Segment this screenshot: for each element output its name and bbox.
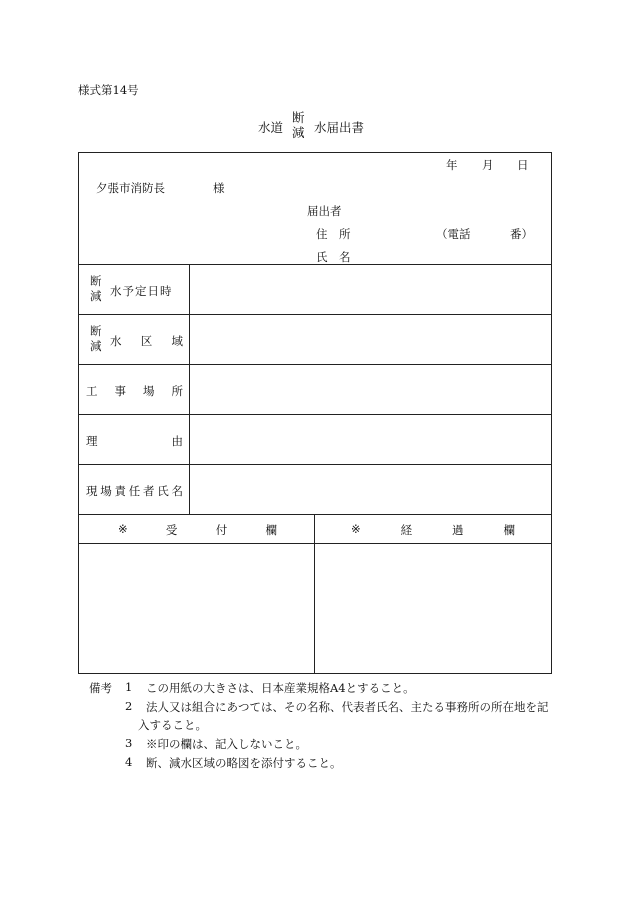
site-label: 工 事 場 所 [86,384,183,398]
note-1-num: 1 [125,680,133,694]
schedule-label-stack [90,274,102,304]
schedule-label: 水予定日時 [110,284,173,298]
name-label: 氏 名 [316,250,351,264]
addressee: 夕張市消防長 [96,181,165,195]
note-4-text: 断、減水区域の略図を添付すること。 [146,756,342,770]
note-2-num: 2 [125,699,133,713]
schedule-lower: 減 [90,289,102,303]
area-lower: 減 [90,339,102,353]
note-2-text: 法人又は組合にあつては、その名称、代表者氏名、主たる事務所の所在地を記 [146,700,549,714]
day-label: 日 [517,158,529,172]
honorific: 様 [213,181,225,195]
note-2-cont: 入すること。 [138,718,207,732]
phone-close: 番） [510,227,533,241]
form-number: 様式第14号 [78,83,139,97]
applicant-label: 届出者 [307,204,342,218]
title-prefix: 水道 [258,120,284,135]
title-lower: 減 [292,125,305,140]
schedule-upper: 断 [90,274,102,288]
note-3-text: ※印の欄は、記入しないこと。 [146,737,307,751]
address-label: 住 所 [316,227,351,241]
reception-field [80,545,313,672]
reception-column-header: ※ 受 付 欄 [118,522,277,537]
title-upper: 断 [292,110,305,125]
note-4-num: 4 [125,755,133,769]
area-upper: 断 [90,324,102,338]
reason-label: 理 由 [86,434,183,448]
area-label-stack [90,324,102,354]
year-label: 年 [446,158,458,172]
notes-label: 備考 [89,681,112,695]
title-stack [292,110,305,140]
progress-field [316,545,550,672]
progress-column-header: ※ 経 過 欄 [351,522,515,537]
area-label: 水 区 域 [110,334,183,348]
title-suffix: 水届出書 [314,120,365,135]
supervisor-label: 現 場 責 任 者 氏 名 [86,484,183,498]
note-1-text: この用紙の大きさは、日本産業規格A4とすること。 [146,681,415,695]
month-label: 月 [482,158,494,172]
phone-open: （電話 [436,227,471,241]
note-3-num: 3 [125,736,133,750]
